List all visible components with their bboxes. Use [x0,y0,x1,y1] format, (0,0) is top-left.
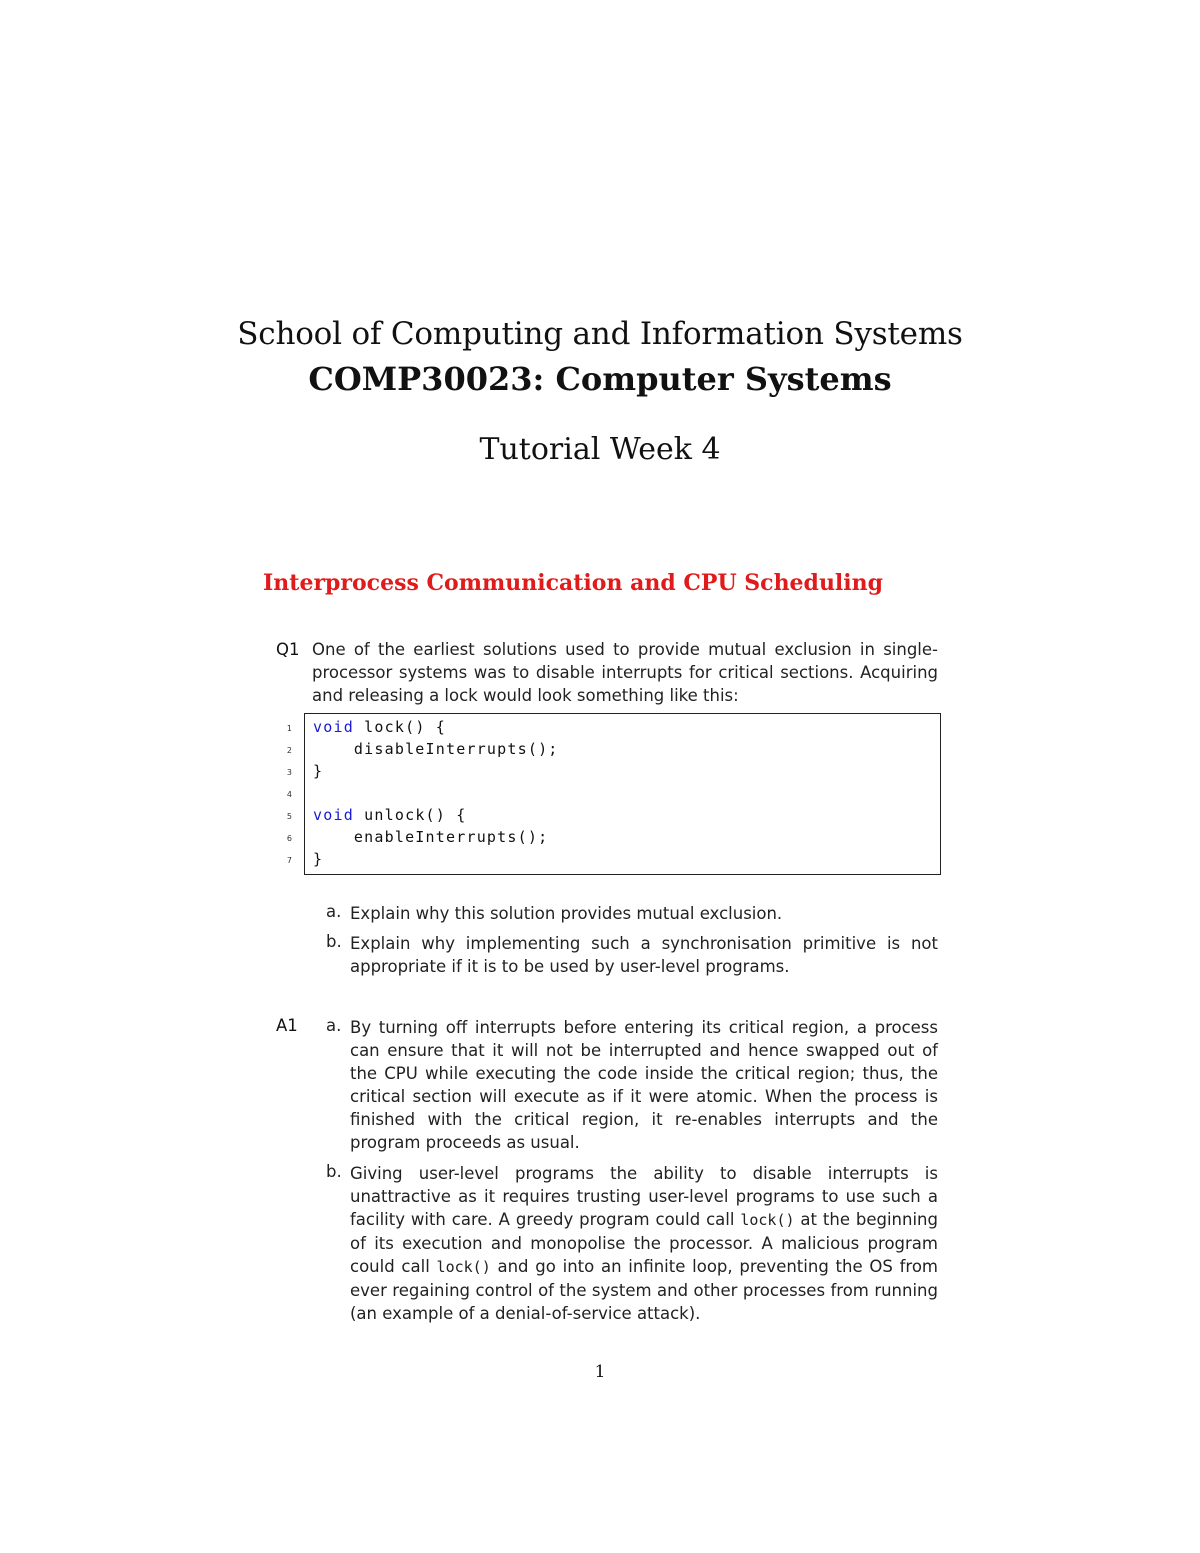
code-line [313,828,548,850]
code-text: enableInterrupts(); [313,828,549,846]
page-number: 1 [594,1362,606,1382]
code-text: } [313,850,324,868]
school-name: School of Computing and Information Systems [237,316,963,352]
answer-text-segment: at the beginning of its execution and monopolise the processor. A malicious program could call [350,1210,938,1276]
course-title: COMP30023: Computer Systems [308,360,892,398]
answer-label: A1 [276,1016,298,1035]
part-label: b. [326,1162,342,1181]
code-line [313,762,323,784]
question-part-text: Explain why implementing such a synchronisation primitive is not appropriate if it is to be used by user-level programs. [350,934,938,976]
code-line-number: 6 [286,834,292,843]
answer-text-segment: and go into an infinite loop, preventing the OS from ever regaining control of the system and other processes from running (an example of a denial-of-service attack). [350,1257,938,1323]
question-part-text: Explain why this solution provides mutual exclusion. [350,904,783,923]
question-text: One of the earliest solutions used to provide mutual exclusion in single-processor systems was to disable interrupts for critical sections. Acquiring and releasing a lock would look something like this: [312,640,938,705]
code-text: disableInterrupts(); [313,740,559,758]
part-label: a. [326,902,342,921]
code-line-number: 1 [286,724,292,733]
code-text: unlock() { [353,806,467,824]
code-line-number: 2 [286,746,292,755]
part-label: a. [326,1016,342,1035]
code-line-number: 7 [286,856,292,865]
code-line [313,740,559,762]
code-line [313,718,446,740]
inline-code: lock() [740,1211,795,1229]
code-keyword: void [313,806,354,824]
code-line [313,806,466,828]
code-line-number: 4 [286,790,292,799]
code-keyword: void [313,718,354,736]
question-label: Q1 [276,640,300,659]
tutorial-title: Tutorial Week 4 [479,432,721,467]
code-line-number: 3 [286,768,292,777]
code-listing [304,713,941,875]
answer-text-segment: Giving user-level programs the ability to disable interrupts is unattractive as it requires trusting user-level programs to use such a facility with care. A greedy program could call [350,1164,938,1229]
code-line [313,850,323,872]
inline-code: lock() [436,1258,491,1276]
part-label: b. [326,932,342,951]
code-line-number: 5 [286,812,292,821]
answer-part-text: By turning off interrupts before entering its critical region, a process can ensure that it will not be interrupted and hence swapped out of the CPU while executing the code inside the critical region; thus, the critical section will execute as if it were atomic. When the process is finished with the critical region, it re-enables interrupts and the program proceeds as usual. [350,1018,938,1152]
answer-part-text [350,1162,938,1325]
code-text: lock() { [353,718,447,736]
section-heading: Interprocess Communication and CPU Scheduling [263,570,884,596]
code-text: } [313,762,324,780]
